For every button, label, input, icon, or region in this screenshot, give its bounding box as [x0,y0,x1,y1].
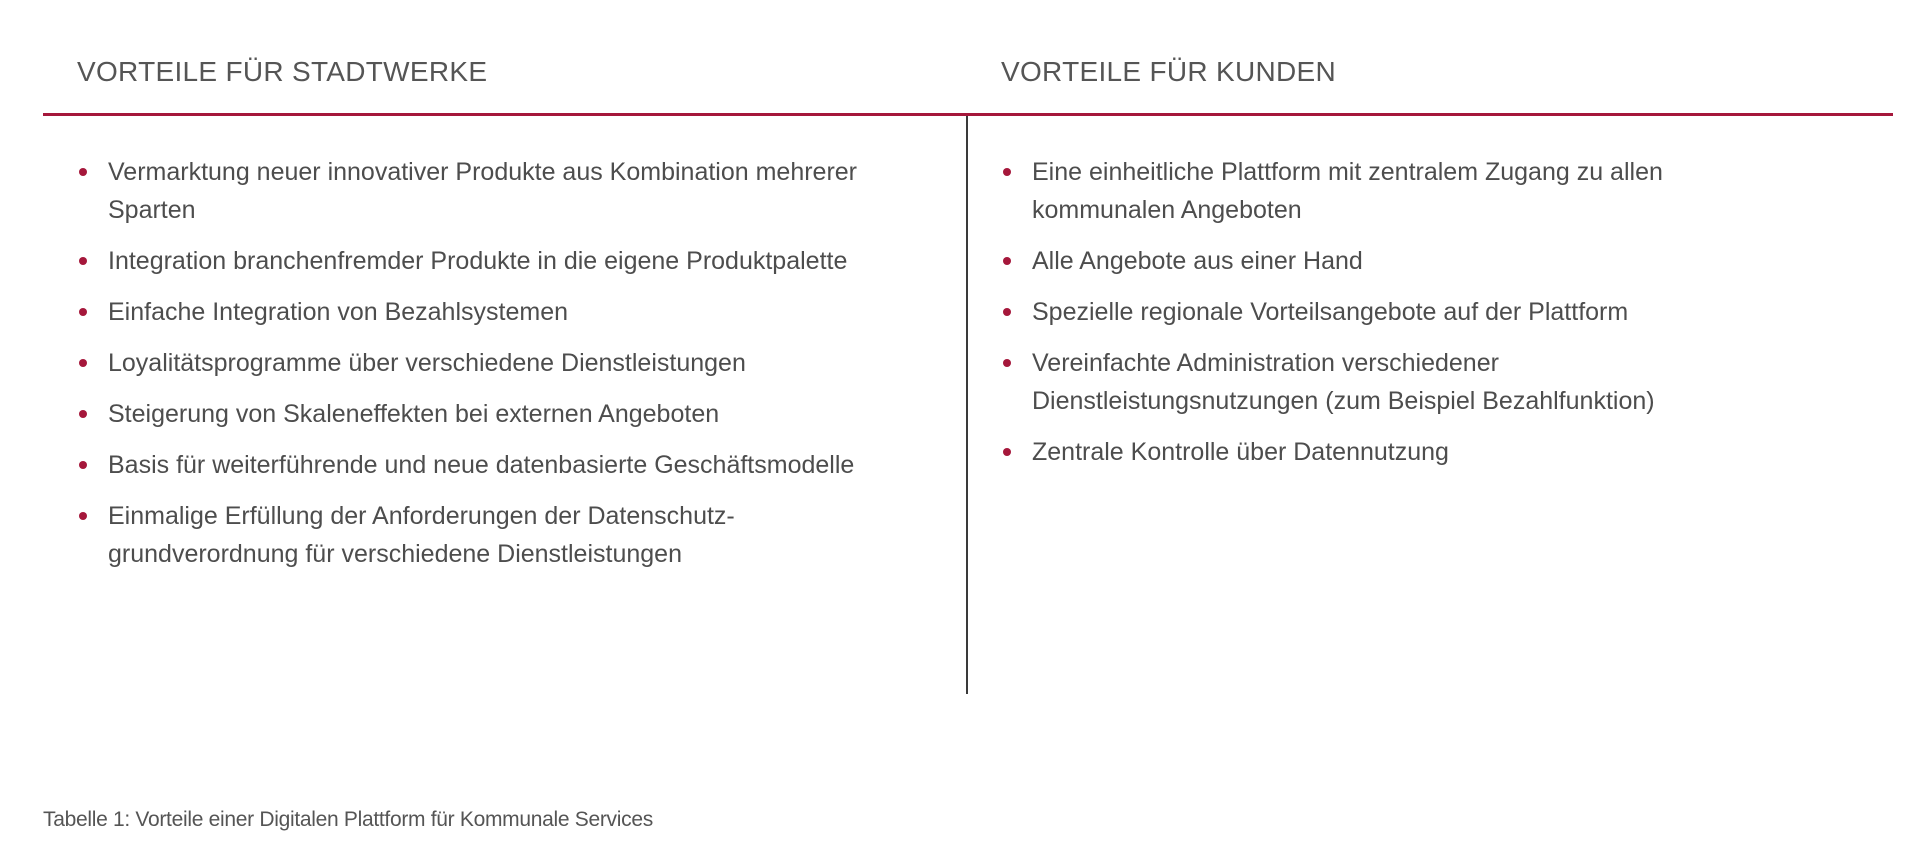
bullet-icon [79,461,87,469]
list-item-text: Spezielle regionale Vorteilsangebote auf der Plattform [1032,298,1629,326]
kunden-benefit-list [1001,153,1873,471]
list-item-text: Einmalige Erfüllung der Anforderungen der Datenschutz-grundverordnung für verschiedene Dienstleistungen [108,502,735,568]
list-item [77,293,868,331]
bullet-icon [1003,257,1011,265]
bullet-icon [79,308,87,316]
list-item [77,497,868,573]
list-item-text: Basis für weiterführende und neue datenbasierte Geschäftsmodelle [108,451,855,479]
list-item [1001,433,1792,471]
table-header-row [43,0,1893,116]
list-item [1001,153,1792,229]
bullet-icon [79,359,87,367]
column-kunden [968,116,1893,694]
list-item [77,446,868,484]
benefits-table [43,0,1893,694]
header-stadtwerke: VORTEILE FÜR STADTWERKE [77,56,488,87]
stadtwerke-benefit-list [77,153,946,573]
column-stadtwerke [43,116,968,694]
bullet-icon [1003,168,1011,176]
list-item [1001,293,1792,331]
list-item [1001,242,1792,280]
bullet-icon [79,512,87,520]
list-item [77,344,868,382]
list-item-text: Vereinfachte Administration verschiedener Dienstleistungsnutzungen (zum Beispiel Bezahlfunktion) [1032,349,1655,415]
list-item-text: Vermarktung neuer innovativer Produkte aus Kombination mehrerer Sparten [108,158,858,224]
list-item-text: Loyalitätsprogramme über verschiedene Dienstleistungen [108,349,746,377]
bullet-icon [1003,308,1011,316]
bullet-icon [1003,359,1011,367]
list-item [77,395,868,433]
list-item-text: Eine einheitliche Plattform mit zentralem Zugang zu allen kommunalen Angeboten [1032,158,1663,224]
bullet-icon [1003,448,1011,456]
list-item [77,153,868,229]
table-caption: Tabelle 1: Vorteile einer Digitalen Plattform für Kommunale Services [43,808,653,831]
header-kunden: VORTEILE FÜR KUNDEN [1001,56,1337,87]
bullet-icon [79,257,87,265]
list-item-text: Integration branchenfremder Produkte in die eigene Produktpalette [108,247,848,275]
bullet-icon [79,410,87,418]
list-item-text: Steigerung von Skaleneffekten bei externen Angeboten [108,400,720,428]
list-item-text: Zentrale Kontrolle über Datennutzung [1032,438,1449,466]
list-item-text: Einfache Integration von Bezahlsystemen [108,298,568,326]
bullet-icon [79,168,87,176]
list-item [1001,344,1792,420]
table-body-row [43,116,1893,694]
list-item-text: Alle Angebote aus einer Hand [1032,247,1363,275]
list-item [77,242,868,280]
